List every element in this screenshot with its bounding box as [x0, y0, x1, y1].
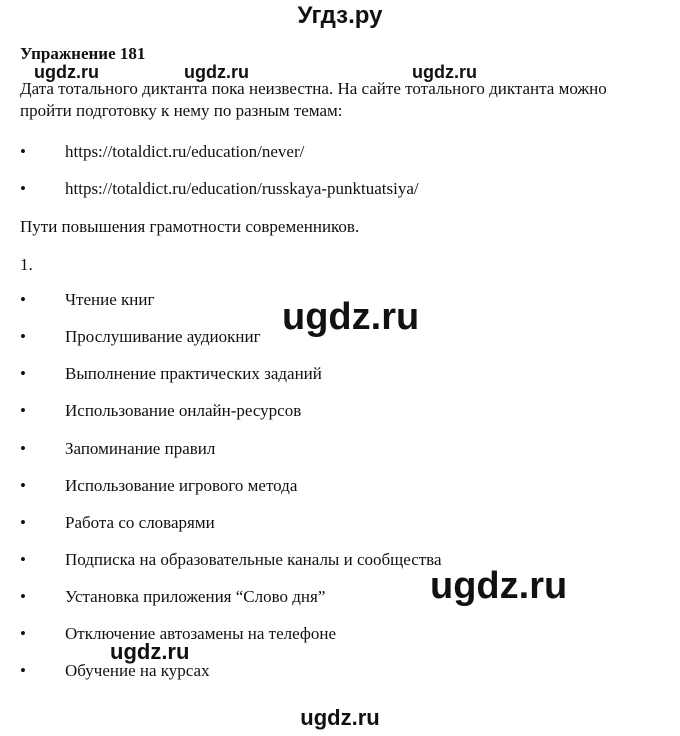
list-item-text: Подписка на образовательные каналы и сообщества	[65, 550, 442, 569]
bullet: •	[20, 364, 26, 383]
list-item-text: Прослушивание аудиокниг	[65, 327, 261, 346]
bullet: •	[20, 550, 26, 569]
bullet: •	[20, 290, 26, 309]
list-number: 1.	[20, 255, 33, 274]
list-item-text: Выполнение практических заданий	[65, 364, 322, 383]
link-text[interactable]: https://totaldict.ru/education/never/	[65, 142, 305, 161]
watermark: ugdz.ru	[430, 565, 568, 607]
bullet: •	[20, 179, 26, 198]
watermark: ugdz.ru	[184, 62, 249, 82]
list-item-text: Запоминание правил	[65, 439, 216, 458]
list-item-text: Отключение автозамены на телефоне	[65, 624, 337, 643]
list-item-text: Использование онлайн-ресурсов	[65, 401, 302, 420]
list-item-text: Обучение на курсах	[65, 661, 210, 680]
bullet: •	[20, 624, 26, 643]
intro-paragraph: Дата тотального диктанта пока неизвестна. На сайте тотального диктанта можно пройти подготовку к нему по разным темам:	[20, 79, 607, 120]
list-item-text: Чтение книг	[65, 290, 155, 309]
site-title: Угдз.ру	[297, 2, 383, 29]
watermark: ugdz.ru	[110, 639, 190, 664]
watermark: ugdz.ru	[300, 705, 380, 730]
bullet: •	[20, 476, 26, 495]
link-text[interactable]: https://totaldict.ru/education/russkaya-punktuatsiya/	[65, 179, 419, 198]
bullet: •	[20, 327, 26, 346]
bullet: •	[20, 587, 26, 606]
ways-title: Пути повышения грамотности современников.	[20, 217, 360, 236]
watermark: ugdz.ru	[34, 62, 99, 82]
exercise-heading: Упражнение 181	[20, 44, 146, 63]
list-item-text: Работа со словарями	[65, 513, 215, 532]
list-item-text: Использование игрового метода	[65, 476, 298, 495]
watermark: ugdz.ru	[412, 62, 477, 82]
bullet: •	[20, 142, 26, 161]
bullet: •	[20, 513, 26, 532]
list-item-text: Установка приложения “Слово дня”	[65, 587, 326, 606]
bullet: •	[20, 439, 26, 458]
bullet: •	[20, 401, 26, 420]
watermark: ugdz.ru	[282, 296, 420, 338]
bullet: •	[20, 661, 26, 680]
